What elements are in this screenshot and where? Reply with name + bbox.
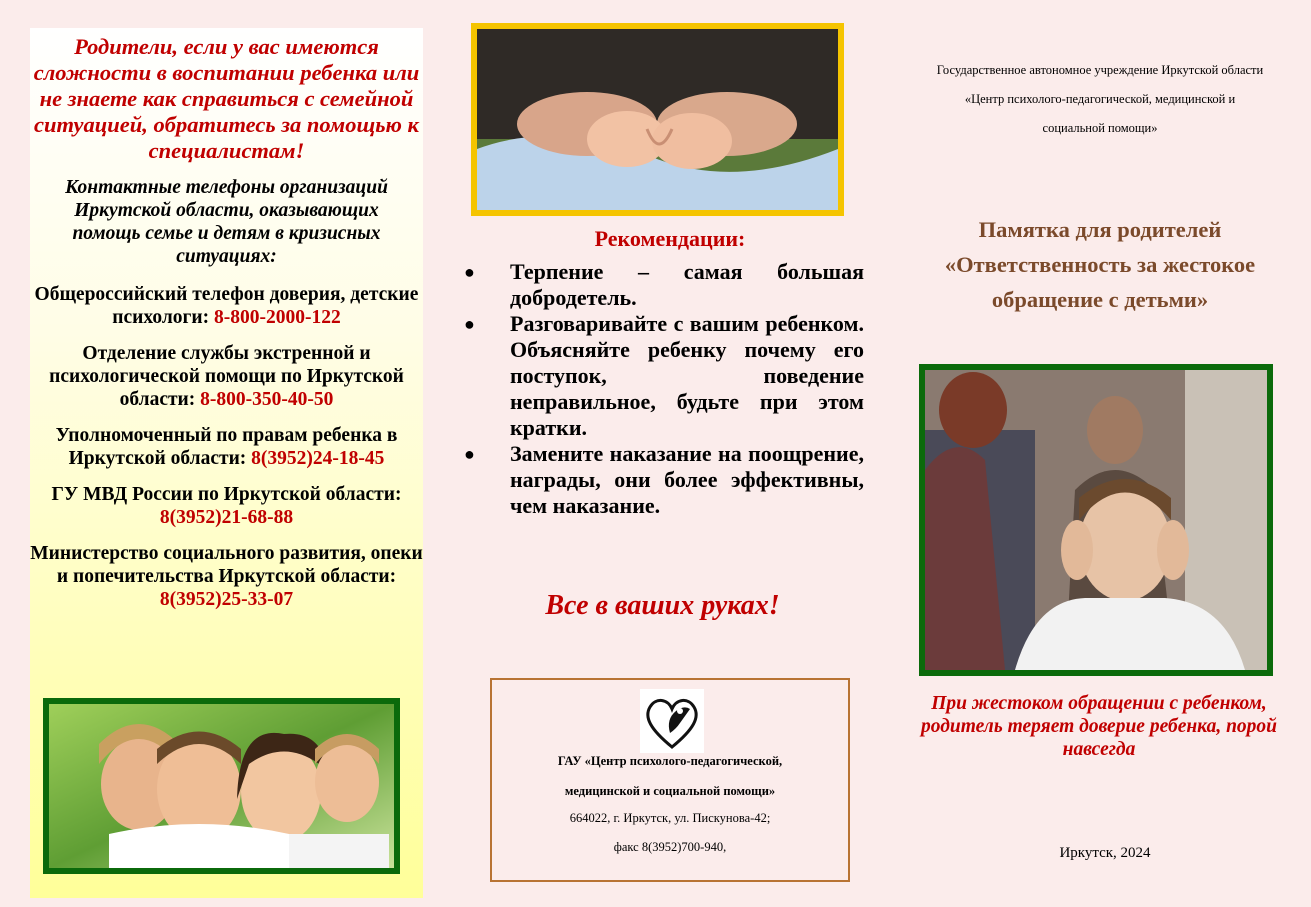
family-photo: [43, 698, 400, 874]
contact-label: Общероссийский телефон доверия, детские психологи:: [34, 284, 419, 328]
contact-emergency-service: [30, 342, 423, 411]
child-covering-ears-photo: [919, 364, 1273, 676]
institution-name: [900, 56, 1300, 143]
contact-label: Отделение службы экстренной и психологической помощи по Иркутской области:: [49, 343, 404, 410]
warning-text: При жестоком обращении с ребенком, родитель теряет доверие ребенка, порой навсегда: [920, 693, 1278, 760]
memo-title-line: обращение с детьми»: [991, 287, 1209, 312]
contacts-intro: Контактные телефоны организаций Иркутской области, оказывающих помощь семье и детям в кризисных ситуациях:: [65, 177, 388, 267]
recommendations-title: Рекомендации:: [594, 226, 746, 251]
org-address: 664022, г. Иркутск, ул. Пискунова-42;: [569, 811, 771, 825]
recommendation-text: Замените наказание на поощрение, награды, они более эффективны, чем наказание.: [510, 441, 864, 518]
contact-label: ГУ МВД России по Иркутской области:: [51, 484, 402, 505]
contact-police: [30, 483, 423, 529]
memo-title-line: Памятка для родителей: [978, 217, 1222, 242]
bullet-icon: ●: [464, 314, 475, 334]
institution-line: «Центр психолого-педагогической, медицинской и: [964, 92, 1236, 106]
list-item: [464, 259, 864, 311]
slogan: Все в ваших руках!: [545, 590, 780, 621]
recommendation-text: Терпение – самая большая добродетель.: [510, 259, 864, 310]
bullet-icon: ●: [464, 262, 475, 282]
heart-hands-logo-icon: [640, 689, 704, 753]
parents-appeal-heading: Родители, если у вас имеются сложности в воспитании ребенка или не знаете как справиться с семейной ситуацией, обратитесь за помощью к специалистам!: [33, 34, 420, 163]
contact-phone: 8-800-2000-122: [214, 307, 341, 328]
memo-title-line: «Ответственность за жестокое: [944, 252, 1256, 277]
contact-phone: 8-800-350-40-50: [200, 389, 334, 410]
city-year: Иркутск, 2024: [1059, 845, 1151, 861]
organization-contact-box: [490, 678, 850, 882]
institution-line: Государственное автономное учреждение Иркутской области: [936, 63, 1264, 77]
memo-title: [910, 212, 1290, 317]
contact-trust-line: [30, 283, 423, 329]
contact-phone: 8(3952)21-68-88: [159, 507, 294, 528]
contact-ministry: [30, 542, 423, 611]
contact-label: Уполномоченный по правам ребенка в Иркутской области:: [55, 425, 398, 469]
recommendations-list: [464, 259, 864, 519]
hands-photo: [471, 23, 844, 216]
org-name-line1: ГАУ «Центр психолого-педагогической,: [557, 754, 783, 768]
institution-line: социальной помощи»: [1042, 121, 1158, 135]
bullet-icon: ●: [464, 444, 475, 464]
list-item: [464, 441, 864, 519]
contact-phone: 8(3952)24-18-45: [251, 448, 385, 469]
contact-ombudsman: [30, 424, 423, 470]
org-fax: факс 8(3952)700-940,: [613, 840, 727, 854]
contact-phone: 8(3952)25-33-07: [159, 589, 294, 610]
recommendation-text: Разговаривайте с вашим ребенком. Объясняйте ребенку почему его поступок, поведение неправильное, будьте при этом кратки.: [510, 311, 864, 440]
org-name-line2: медицинской и социальной помощи»: [564, 784, 776, 798]
contact-label: Министерство социального развития, опеки и попечительства Иркутской области:: [30, 543, 423, 587]
list-item: [464, 311, 864, 441]
